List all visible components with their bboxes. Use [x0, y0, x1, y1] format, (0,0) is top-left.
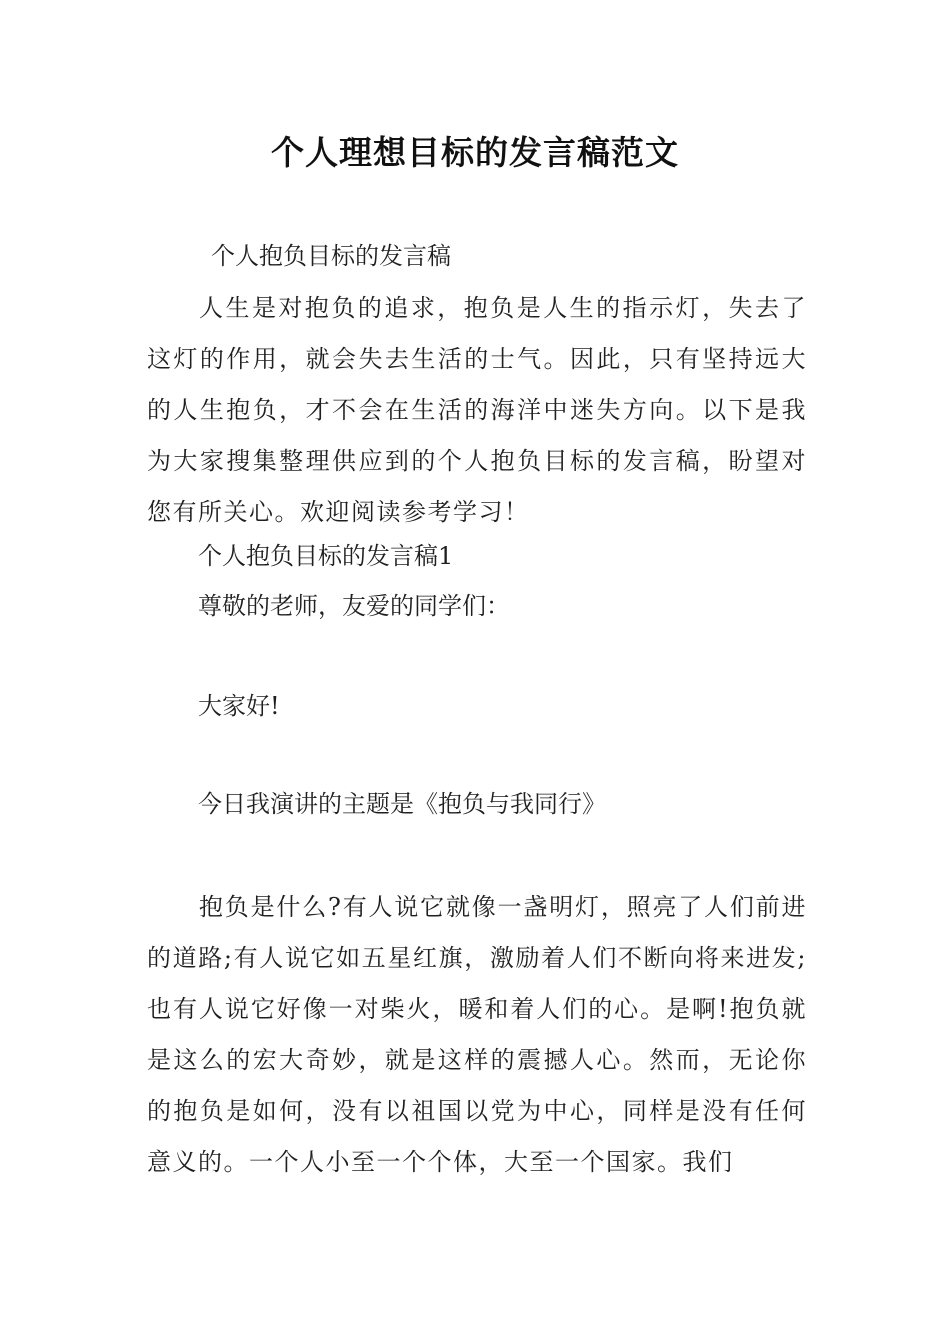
- greeting: 大家好!: [198, 692, 280, 720]
- document-subtitle: 个人抱负目标的发言稿: [211, 242, 451, 270]
- body-paragraph: 抱负是什么?有人说它就像一盏明灯，照亮了人们前进的道路;有人说它如五星红旗，激励着人们不断向将来进发;也有人说它好像一对柴火，暖和着人们的心。是啊!抱负就是这么的宏大奇妙，就是这样的震撼人心。然而，无论你的抱负是如何，没有以祖国以党为中心，同样是没有任何意义的。一个人小至一个个体，大至一个国家。我们: [147, 893, 807, 1176]
- section-title: 个人抱负目标的发言稿1: [198, 542, 454, 570]
- salutation: 尊敬的老师，友爱的同学们：: [198, 592, 510, 620]
- document-title: 个人理想目标的发言稿范文: [271, 133, 679, 172]
- speech-topic: 今日我演讲的主题是《抱负与我同行》: [198, 790, 606, 818]
- intro-paragraph: 人生是对抱负的追求，抱负是人生的指示灯，失去了这灯的作用，就会失去生活的士气。因此，只有坚持远大的人生抱负，才不会在生活的海洋中迷失方向。以下是我为大家搜集整理供应到的个人抱负目标的发言稿，盼望对您有所关心。欢迎阅读参考学习！: [147, 294, 807, 526]
